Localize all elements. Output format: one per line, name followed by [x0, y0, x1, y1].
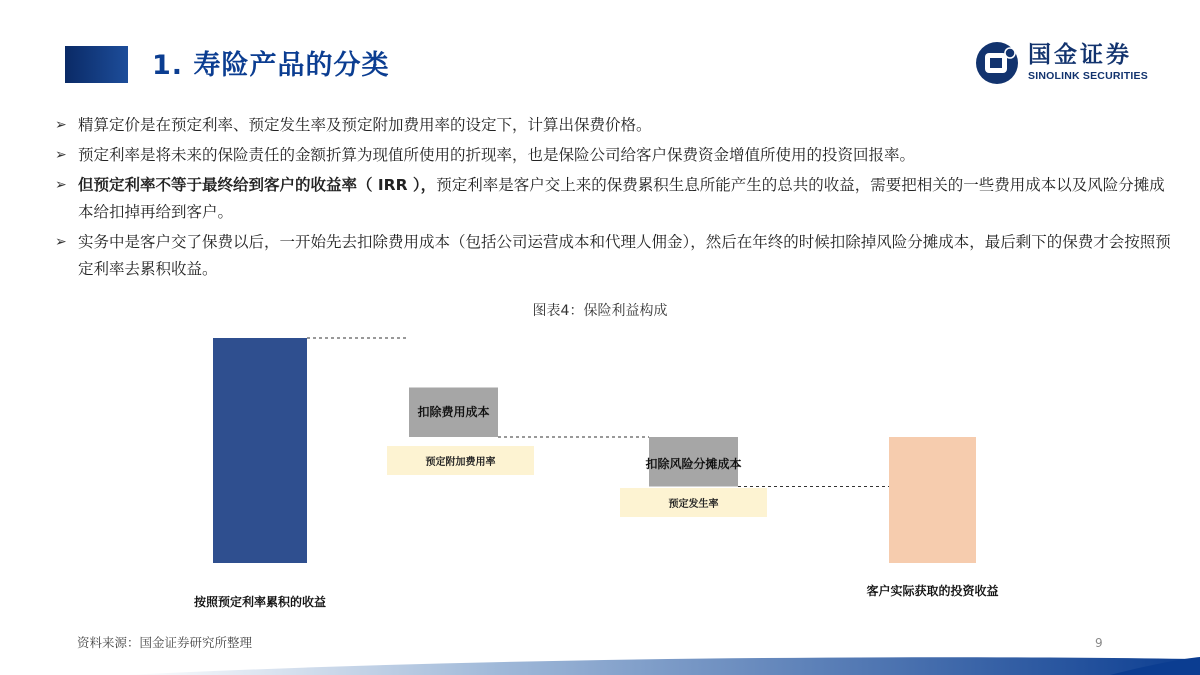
- page-number: 9: [1095, 636, 1103, 650]
- category-label: 扣除费用成本: [417, 405, 490, 419]
- source-note: 资料来源：国金证券研究所整理: [77, 635, 253, 650]
- arrow-bullet-icon: ➢: [55, 177, 67, 193]
- annotation-label: 预定发生率: [668, 499, 719, 510]
- chart-caption: 图表4：保险利益构成: [532, 303, 668, 319]
- logo-name-cn: 国金证券: [1028, 42, 1132, 68]
- annotation-label: 预定附加费用率: [425, 457, 496, 468]
- arrow-bullet-icon: ➢: [55, 234, 67, 250]
- category-label: 扣除风险分摊成本: [645, 457, 742, 471]
- footer-decoration: [0, 655, 1200, 675]
- arrow-bullet-icon: ➢: [55, 117, 67, 133]
- bullet-text: 预定利率是客户交上来的保费累积生息所能产生的总共的收益，需要把相关的一些费用成本以及风险分摊成本给扣掉再给到客户。: [78, 176, 1165, 221]
- bar-1: [213, 338, 307, 563]
- bar-4: [889, 437, 976, 563]
- bullet-text: 实务中是客户交了保费以后，一开始先去扣除费用成本（包括公司运营成本和代理人佣金），然后在年终的时候扣除掉风险分摊成本，最后剩下的保费才会按照预定利率去累积收益。: [78, 233, 1171, 278]
- bullet-bold-text: 但预定利率不等于最终给到客户的收益率（ IRR ），: [78, 176, 437, 194]
- bullet-text: 精算定价是在预定利率、预定发生率及预定附加费用率的设定下，计算出保费价格。: [78, 116, 652, 134]
- arrow-bullet-icon: ➢: [55, 147, 67, 163]
- logo-name-en: SINOLINK SECURITIES: [1028, 70, 1148, 82]
- category-label: 客户实际获取的投资收益: [866, 584, 999, 598]
- bullet-text: 预定利率是将未来的保险责任的金额折算为现值所使用的折现率，也是保险公司给客户保费资金增值所使用的投资回报率。: [78, 146, 916, 164]
- category-label: 按照预定利率累积的收益: [193, 595, 327, 609]
- page-title: 1. 寿险产品的分类: [152, 50, 390, 81]
